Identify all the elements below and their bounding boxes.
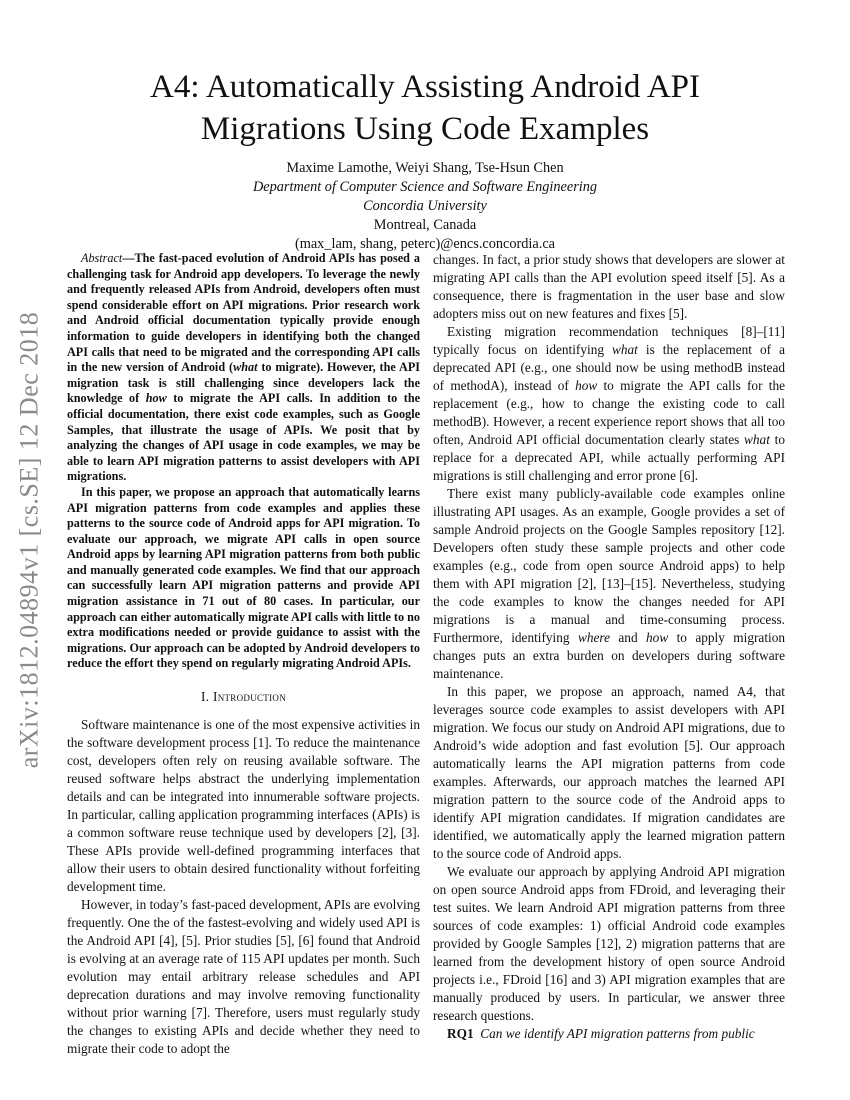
arxiv-identifier: arXiv:1812.04894v1 [cs.SE] 12 Dec 2018 — [14, 311, 44, 769]
body-text: Existing migration recommendation techniques [8]–[11] typically focus on identifying — [433, 324, 785, 357]
body-emphasis: how — [575, 378, 598, 393]
body-emphasis: what — [612, 342, 638, 357]
body-emphasis: how — [646, 630, 669, 645]
research-question-1 — [433, 1025, 785, 1043]
title-line-2: Migrations Using Code Examples — [200, 111, 650, 147]
body-text: to migrate the API calls for the replacement (e.g., how to change the existing code to call methodB). However, a recent experience report shows that all too often, Android API official documentation clearly states — [433, 378, 785, 447]
author-email: (max_lam, shang, peterc)@encs.concordia.ca — [294, 236, 556, 252]
paper-title — [60, 66, 790, 150]
left-column — [67, 251, 420, 1058]
body-emphasis: what — [744, 432, 770, 447]
right-column — [433, 251, 785, 1043]
author-university: Concordia University — [363, 198, 487, 214]
author-location: Montreal, Canada — [373, 217, 477, 233]
intro-paragraph-7: We evaluate our approach by applying Android API migration on open source Android apps from FDroid, and leveraging their test suites. We learn Android API migration patterns from three sources of code examples: 1) official Android code examples provided by Google Samples [12], 2) migration patterns that are learned from the development history of open source Android projects i.e., FDroid [16] and 3) API migration examples that are manually produced by users. In particular, we answer three research questions. — [433, 864, 785, 1023]
body-emphasis: where — [577, 630, 610, 645]
author-block — [60, 159, 790, 254]
section-heading-introduction — [67, 688, 420, 706]
body-text: to apply migration changes puts an extra burden on developers during software maintenance. — [433, 630, 785, 681]
section-title: Introduction — [212, 689, 286, 705]
intro-paragraph-4 — [433, 323, 785, 485]
intro-paragraph-5 — [433, 485, 785, 683]
abstract-text: to migrate). However, the API migration task is still challenging since developers lack the knowledge of — [67, 360, 421, 406]
body-text: and — [609, 630, 647, 645]
abstract-paragraph-1 — [67, 251, 420, 485]
intro-paragraph-2: However, in today’s fast-paced development, APIs are evolving frequently. One the of the fastest-evolving and widely used API is the Android API [4], [5]. Prior studies [5], [6] found that Android is evolving at an average rate of 115 API updates per month. Such evolution may entail arbitrary release schedules and API deprecation durations and may involve removing functionality without prior warning [7]. Therefore, users must regularly study the changes to existing APIs and decide whether they need to migrate their code to adopt the — [67, 897, 420, 1057]
abstract-emphasis: how — [145, 391, 167, 406]
body-text: There exist many publicly-available code examples online illustrating API usages. As an example, Google provides a set of sample Android projects on the Google Samples repository [12]. Developers often study these sample projects and other code examples (e.g., code from open source Android apps) to help them with API migration [2], [13]–[15]. Nevertheless, studying the code examples to know the changes needed for API migrations is a manual and time-consuming process. Furthermore, identifying — [433, 486, 785, 645]
title-line-1: A4: Automatically Assisting Android API — [149, 69, 701, 105]
abstract-text: to migrate the API calls. In addition to the official documentation, there exist code examples, such as Google Samples, that illustrate the usage of APIs. We posit that by analyzing the changes of API usage in code examples, we may be able to learn API migration patterns to assist developers with API migrations. — [67, 391, 421, 484]
section-numeral: I. — [200, 689, 213, 705]
abstract-emphasis: what — [233, 360, 258, 375]
abstract-label: Abstract — [81, 251, 123, 265]
intro-paragraph-1: Software maintenance is one of the most expensive activities in the software development process [1]. To reduce the maintenance cost, developers often rely on reusing available software. The reused software helps abstract the underlying implementation details and can be integrated into innumerable software projects. In particular, calling application programming interfaces (APIs) is a common software reuse technique used by developers [2], [3]. These APIs provide well-defined programming interfaces that allow their users to obtain desired functionality without forfeiting development time. — [67, 717, 420, 895]
rq-text: Can we identify API migration patterns from public — [480, 1026, 755, 1041]
abstract-text: —The fast-paced evolution of Android APIs has posed a challenging task for Android app developers. To leverage the newly and frequently released APIs from Android, developers often must spend considerable effort on API migrations. Prior research work and Android official documentation typically provide enough information to guide developers in identifying both the changed API calls that need to be migrated and the corresponding API calls in the new version of Android ( — [67, 251, 420, 375]
body-text: to replace for a deprecated API, while actually performing API migrations is still challenging and error prone [6]. — [433, 432, 785, 483]
arxiv-sidebar — [2, 300, 56, 780]
abstract-paragraph-2: In this paper, we propose an approach that automatically learns API migration patterns from code examples and applies these patterns to the source code of Android apps for API migration. To evaluate our approach, we migrate API calls in open source Android apps by learning API migration patterns from both public and manually generated code examples. We find that our approach can successfully learn API migration patterns and provide API migration assistance in 71 out of 80 cases. In particular, our approach can either automatically migrate API calls with little to no extra modifications needed or provide guidance to assist with the migrations. Our approach can be adopted by Android developers to reduce the effort they spend on regularly migrating Android APIs. — [67, 484, 420, 671]
author-names: Maxime Lamothe, Weiyi Shang, Tse-Hsun Chen — [286, 160, 564, 176]
intro-paragraph-3: changes. In fact, a prior study shows that developers are slower at migrating API calls than the API evolution speed itself [5]. As a consequence, there is fragmentation in the user base and slow adopters miss out on new features and fixes [5]. — [433, 252, 785, 321]
rq-label: RQ1 — [447, 1026, 474, 1041]
intro-paragraph-6: In this paper, we propose an approach, named A4, that leverages source code examples to assist developers with API migration. We focus our study on Android API migrations, due to Android’s wide adoption and fast evolution [5]. Our approach automatically learns the API migration patterns from code examples. Afterwards, our approach matches the learned API migration pattern to the source code of the Android apps to identify API migration candidates. If migration candidates are identified, we automatically apply the learned migration pattern to the source code of Android apps. — [433, 684, 785, 861]
author-department: Department of Computer Science and Software Engineering — [252, 179, 598, 195]
body-text: is the replacement of a deprecated API (e.g., one should now be using methodB instead of methodA), instead of — [433, 342, 785, 393]
